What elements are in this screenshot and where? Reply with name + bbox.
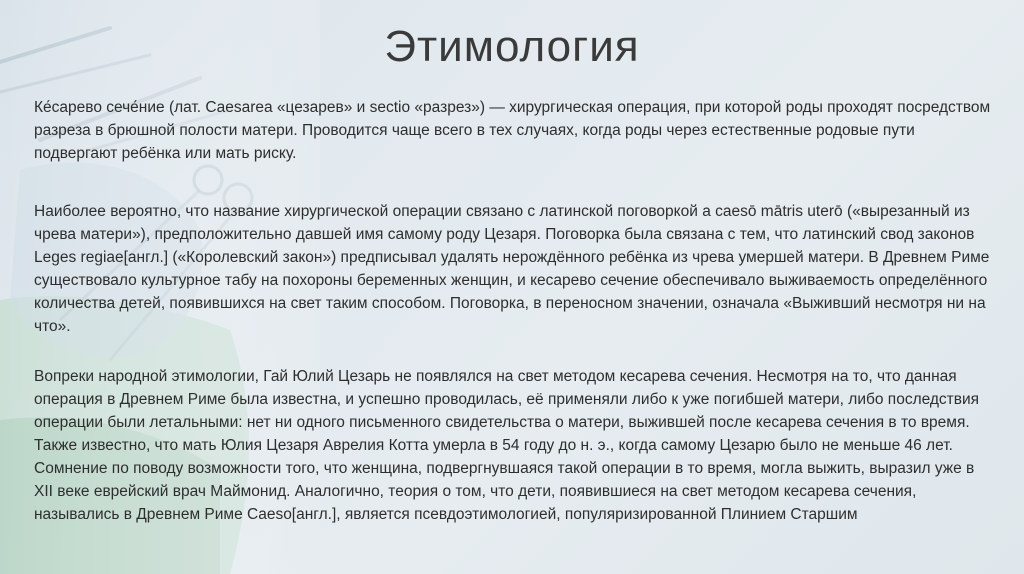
paragraph-latin-origin: Наиболее вероятно, что название хирургической операции связано с латинской поговоркой a caesō mātris uterō («вырезанный из чрева матери»), предположительно давшей имя самому роду Цезаря. Поговорка была связана с тем, что латинский свод законов Leges regiae[англ.] («Королевский закон») предписывал удалять нерождённого ребёнка из чрева умершей матери. В Древнем Риме существовало культурное табу на похороны беременных женщин, и кесарево сечение обеспечивало выживаемость определённого количества детей, появившихся на свет таким способом. Поговорка, в переносном значении, означала «Выживший несмотря ни на что».	[34, 203, 990, 335]
slide-title: Этимология	[384, 22, 640, 71]
paragraph-definition: Ке́сарево сече́ние (лат. Caesarea «цезарев» и sectio «разрез») — хирургическая операция, при которой роды проходят посредством разреза в брюшной полости матери. Проводится чаще всего в тех случаях, когда роды через естественные родовые пути подвергают ребёнка или мать риску.	[34, 99, 991, 162]
paragraph-folk-etymology: Вопреки народной этимологии, Гай Юлий Цезарь не появлялся на свет методом кесарева сечения. Несмотря на то, что данная операция в Древнем Риме была известна, и успешно проводилась, её применяли либо к уже погибшей матери, либо последствия операции были летальными: нет ни одного письменного свидетельства о матери, выжившей после кесарева сечения в то время. Также известно, что мать Юлия Цезаря Аврелия Котта умерла в 54 году до н. э., когда самому Цезарю было не меньше 46 лет. Сомнение по поводу возможности того, что женщина, подвергнувшаяся такой операции в то время, могла выжить, выразил уже в XII веке еврейский врач Маймонид. Аналогично, теория о том, что дети, появившиеся на свет методом кесарева сечения, назывались в Древнем Риме Caeso[англ.], является псевдоэтимологией, популяризированной Плинием Старшим	[34, 368, 980, 523]
